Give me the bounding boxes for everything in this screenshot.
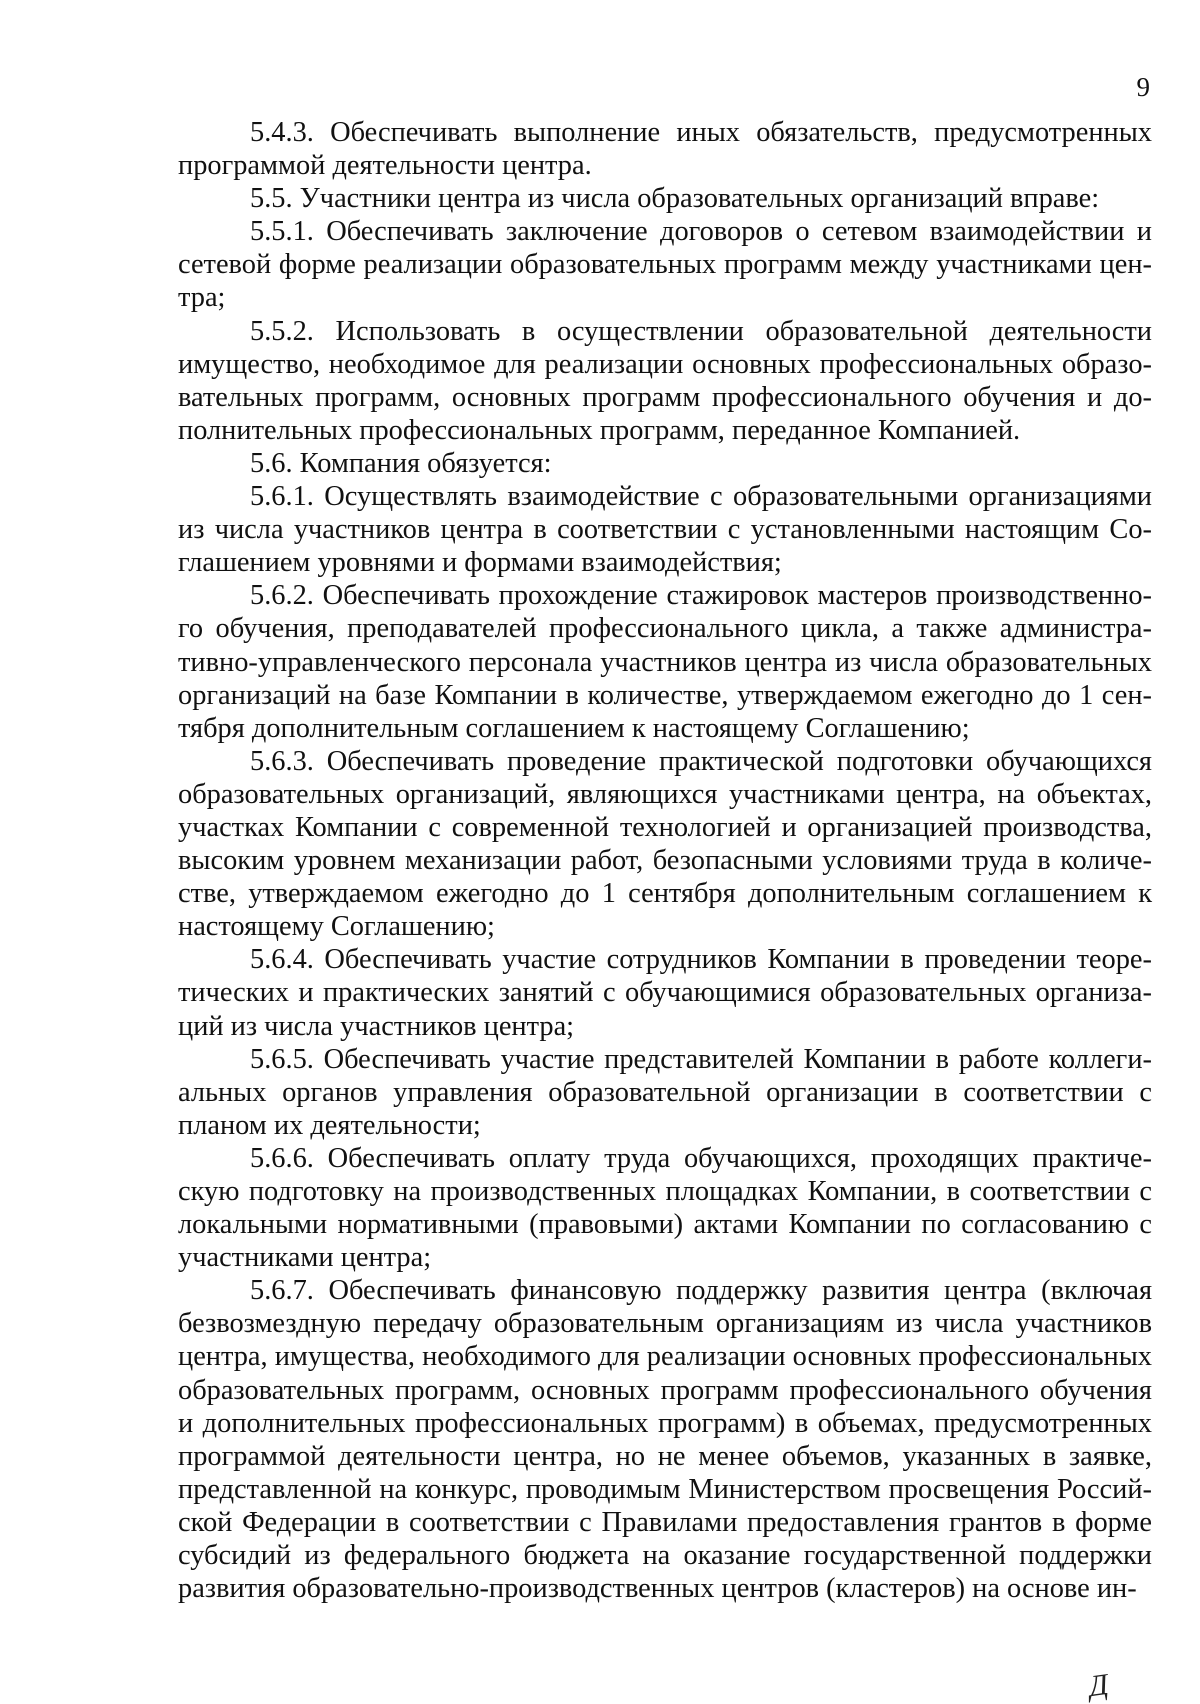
paragraph-5-6-3: 5.6.3. Обеспечивать проведение практической подготовки обучающихся образовательных организаций, являющихся участниками центра, на объектах, участках Компании с современной технологией и организацией производства, высоким уровнем механизации работ, безопасными условиями труда в количестве, утверждаемом ежегодно до 1 сентября дополнительным соглашением к настоящему Соглашению; [178, 745, 1152, 943]
paragraph-5-6-2: 5.6.2. Обеспечивать прохождение стажировок мастеров производственного обучения, преподавателей профессионального цикла, а также административно-управленческого персонала участников центра из числа образовательных организаций на базе Компании в количестве, утверждаемом ежегодно до 1 сентября дополнительным соглашением к настоящему Соглашению; [178, 580, 1152, 744]
paragraph-5-6-5: 5.6.5. Обеспечивать участие представителей Компании в работе коллегиальных органов управления образовательной организации в соответствии с планом их деятельности; [178, 1043, 1152, 1141]
page-number: 9 [1136, 72, 1150, 102]
paragraph-5-6-7: 5.6.7. Обеспечивать финансовую поддержку развития центра (включая безвозмездную передачу образовательным организациям из числа участников центра, имущества, необходимого для реализации основных профессиональных образовательных программ, основных программ профессионального обучения и дополнительных профессиональных программ) в объемах, предусмотренных программой деятельности центра, но не менее объемов, указанных в заявке, представленной на конкурс, проводимым Министерством просвещения Российской Федерации в соответствии с Правилами предоставления грантов в форме субсидий из федерального бюджета на оказание государственной поддержки развития образовательно-производственных центров (кластеров) на основе ин- [178, 1275, 1152, 1605]
paragraph-5-5-1: 5.5.1. Обеспечивать заключение договоров о сетевом взаимодействии и сетевой форме реализации образовательных программ между участниками центра; [178, 216, 1152, 314]
paragraph-5-6-1: 5.6.1. Осуществлять взаимодействие с образовательными организациями из числа участников центра в соответствии с установленными настоящим Соглашением уровнями и формами взаимодействия; [178, 481, 1152, 579]
paragraph-5-4-3: 5.4.3. Обеспечивать выполнение иных обязательств, предусмотренных программой деятельности центра. [178, 117, 1152, 182]
handwritten-initial-mark: Д [1086, 1667, 1111, 1704]
paragraph-5-5-2: 5.5.2. Использовать в осуществлении образовательной деятельности имущество, необходимое для реализации основных профессиональных образовательных программ, основных программ профессионального обучения и дополнительных профессиональных программ, переданное Компанией. [178, 315, 1152, 446]
paragraph-5-5: 5.5. Участники центра из числа образовательных организаций вправе: [250, 183, 1100, 215]
paragraph-5-6-6: 5.6.6. Обеспечивать оплату труда обучающихся, проходящих практическую подготовку на производственных площадках Компании, в соответствии с локальными нормативными (правовыми) актами Компании по согласованию с участниками центра; [178, 1142, 1152, 1274]
paragraph-5-6: 5.6. Компания обязуется: [250, 447, 552, 479]
paragraph-5-6-4: 5.6.4. Обеспечивать участие сотрудников Компании в проведении теоретических и практических занятий с обучающимися образовательных организаций из числа участников центра; [178, 944, 1152, 1042]
document-body [178, 116, 1152, 1605]
